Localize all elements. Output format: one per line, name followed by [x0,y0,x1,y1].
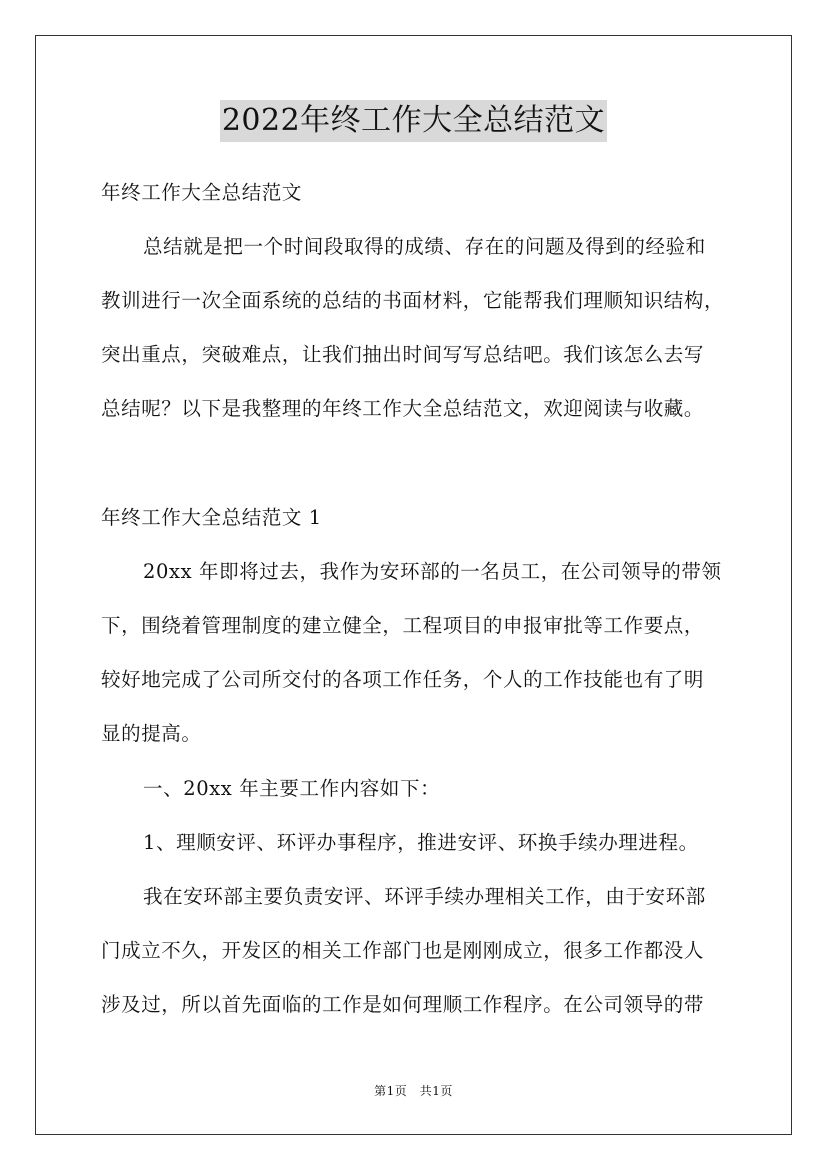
paragraph-line: 我在安环部主要负责安评、环评手续办理相关工作，由于安环部 [143,885,706,908]
paragraph-line: 涉及过，所以首先面临的工作是如何理顺工作程序。在公司领导的带 [101,993,705,1016]
list-item: 1、理顺安评、环评办事程序，推进安评、环换手续办理进程。 [143,831,699,854]
paragraph-line: 显的提高。 [101,722,202,745]
paragraph-line: 总结就是把一个时间段取得的成绩、存在的问题及得到的经验和 [143,235,706,258]
page-footer: 第1页 共1页 [374,1084,453,1098]
section-heading: 年终工作大全总结范文 [101,181,303,204]
document-title: 2022年终工作大全总结范文 [220,100,607,142]
subsection-heading: 一、20xx 年主要工作内容如下： [143,777,441,800]
paragraph-line: 下，围绕着管理制度的建立健全，工程项目的申报审批等工作要点， [101,614,705,637]
paragraph-line: 20xx 年即将过去，我作为安环部的一名员工，在公司领导的带领 [143,560,722,583]
paragraph-line: 突出重点，突破难点，让我们抽出时间写写总结吧。我们该怎么去写 [101,343,705,366]
paragraph-line: 门成立不久，开发区的相关工作部门也是刚刚成立，很多工作都没人 [101,939,705,962]
section-heading: 年终工作大全总结范文 1 [101,506,322,529]
title-container [0,100,827,142]
paragraph-line: 教训进行一次全面系统的总结的书面材料，它能帮我们理顺知识结构， [101,289,725,312]
paragraph-line: 总结呢？以下是我整理的年终工作大全总结范文，欢迎阅读与收藏。 [101,397,705,420]
paragraph-line: 较好地完成了公司所交付的各项工作任务，个人的工作技能也有了明 [101,668,705,691]
